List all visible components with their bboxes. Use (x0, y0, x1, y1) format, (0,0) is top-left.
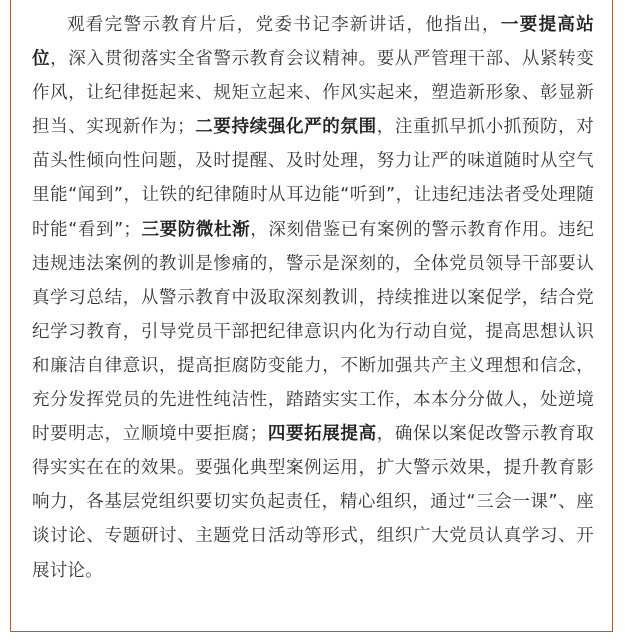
paragraph-text-3: ，注重抓早抓小抓预防，对苗头性倾向性问题，及时提醒、及时处理，努力让严的味道随时从空气里能“闻到”，让铁的纪律随时从耳边能“听到”，让违纪违法者受处理随时能“看到”； (32, 117, 594, 240)
paragraph-text-5: ，确保以案促改警示教育取得实实在在的效果。要强化典型案例运用，扩大警示效果，提升教育影响力，各基层党组织要切实负起责任，精心组织，通过“三会一课”、座谈讨论、专题研讨、主题党日活动等形式，组织广大党员认真学习、开展讨论。 (32, 424, 595, 581)
paragraph-text-2: ，深入贯彻落实全省警示教育会议精神。要从严管理干部、从紧转变作风，让纪律挺起来、规矩立起来、作风实起来，塑造新形象、彰显新担当、实现新作为； (32, 49, 595, 138)
key-point-1: 一要提高站位 (32, 15, 594, 70)
article-paragraph (32, 8, 594, 588)
key-point-3: 三要防微杜渐 (141, 219, 251, 240)
paragraph-text-1: 观看完警示教育片后，党委书记李新讲话，他指出， (67, 15, 501, 35)
key-point-2: 二要持续强化严的氛围 (194, 117, 377, 138)
paragraph-text-4: ，深刻借鉴已有案例的警示教育作用。违纪违规违法案例的教训是惨痛的，警示是深刻的，全体党员领导干部要认真学习总结，从警示教育中汲取深刻教训，持续推进以案促学，结合党纪学习教育，引导党员干部把纪律意识内化为行动自觉，提高思想认识和廉洁自律意识，提高拒腐防变能力，不断加强共产主义理想和信念，充分发挥党员的先进性纯洁性，踏踏实实工作，本本分分做人，处逆境时要明志，立顺境中要拒腐； (32, 219, 594, 445)
article-body (32, 8, 594, 588)
key-point-4: 四要拓展提高 (267, 424, 377, 445)
